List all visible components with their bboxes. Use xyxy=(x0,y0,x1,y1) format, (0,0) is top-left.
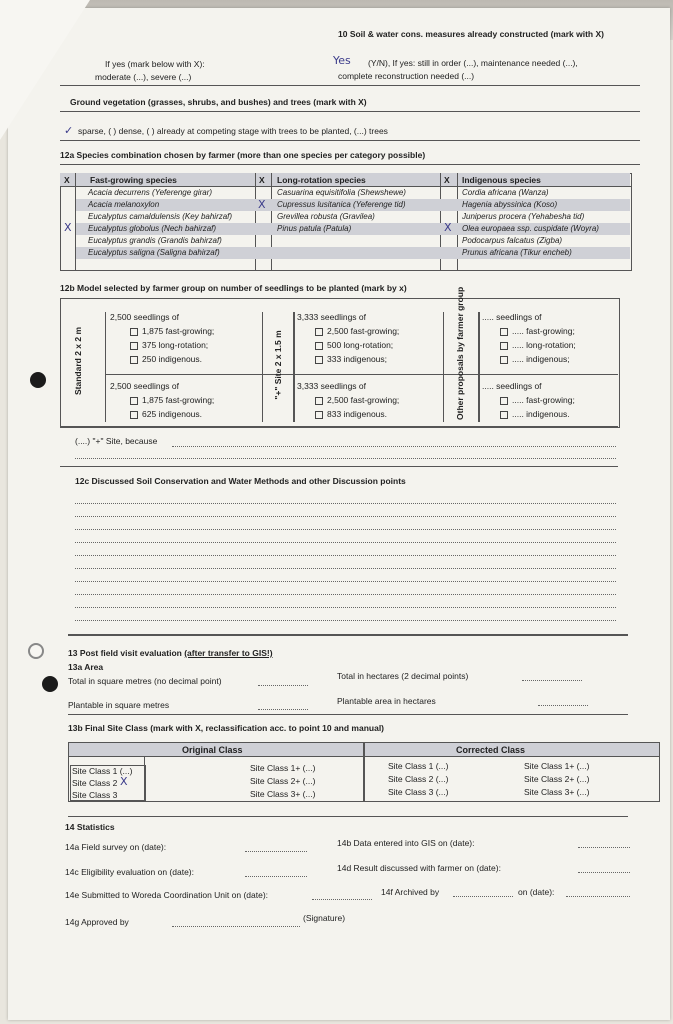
section-13-title: 13 Post field visit evaluation (after transfer to GIS!) xyxy=(68,648,273,658)
species-item: Cupressus lusitanica (Yeferenge tid) xyxy=(277,200,406,209)
model-text: 2,500 seedlings of xyxy=(110,381,179,391)
model-text: 3,333 seedlings of xyxy=(297,312,366,322)
folded-corner xyxy=(0,0,90,140)
orig-class-3plus[interactable]: Site Class 3+ (...) xyxy=(250,789,316,799)
model-text: ..... seedlings of xyxy=(482,381,542,391)
total-ha-label: Total in hectares (2 decimal points) xyxy=(337,671,469,681)
corr-class-2plus[interactable]: Site Class 2+ (...) xyxy=(524,774,590,784)
approved-field[interactable] xyxy=(172,926,300,927)
species-item: Casuarina equisitifolia (Shewshewe) xyxy=(277,188,406,197)
long-rotation-header: Long-rotation species xyxy=(277,175,366,185)
result-discussed-field[interactable] xyxy=(578,872,630,873)
divider xyxy=(60,85,640,86)
model-option[interactable]: 833 indigenous. xyxy=(315,409,387,419)
model-option[interactable]: 333 indigenous; xyxy=(315,354,387,364)
gis-entry-field[interactable] xyxy=(578,847,630,848)
section-12b-title: 12b Model selected by farmer group on number of seedlings to be planted (mark by x) xyxy=(60,283,407,293)
plantable-sqm-label: Plantable in square metres xyxy=(68,700,170,710)
plantable-sqm-field[interactable] xyxy=(258,709,308,710)
species-item: Eucalyptus camaldulensis (Key bahirzaf) xyxy=(88,212,233,221)
divider xyxy=(60,164,640,165)
submitted-label: 14e Submitted to Woreda Coordination Unit on (date): xyxy=(65,890,269,900)
section-12c-title: 12c Discussed Soil Conservation and Water Methods and other Discussion points xyxy=(75,476,406,486)
total-sqm-field[interactable] xyxy=(258,685,308,686)
discussion-line[interactable] xyxy=(75,581,616,582)
species-item: Podocarpus falcatus (Zigba) xyxy=(462,236,563,245)
orig-class-1plus[interactable]: Site Class 1+ (...) xyxy=(250,763,316,773)
species-item: Grevillea robusta (Gravilea) xyxy=(277,212,375,221)
model-option[interactable]: 2,500 fast-growing; xyxy=(315,326,399,336)
because-field[interactable] xyxy=(75,458,616,459)
eligibility-label: 14c Eligibility evaluation on (date): xyxy=(65,867,194,877)
because-field[interactable] xyxy=(172,446,616,447)
discussion-line[interactable] xyxy=(75,529,616,530)
submitted-field[interactable] xyxy=(312,899,372,900)
plantable-ha-label: Plantable area in hectares xyxy=(337,696,436,706)
model-option[interactable]: 250 indigenous. xyxy=(130,354,202,364)
model-option[interactable]: 500 long-rotation; xyxy=(315,340,393,350)
area-heading: 13a Area xyxy=(68,662,104,672)
severity-options: moderate (...), severe (...) xyxy=(95,72,192,82)
indigenous-header: Indigenous species xyxy=(462,175,541,185)
discussion-line[interactable] xyxy=(75,542,616,543)
other-proposals-label: Other proposals by farmer group xyxy=(455,286,465,420)
handwritten-mark: X xyxy=(258,198,266,211)
binder-hole xyxy=(30,372,46,388)
orig-class-2plus[interactable]: Site Class 2+ (...) xyxy=(250,776,316,786)
discussion-line[interactable] xyxy=(75,620,616,621)
total-ha-field[interactable] xyxy=(522,680,582,681)
plus-site-label: "+" Site 2 x 1.5 m xyxy=(273,330,283,400)
species-item: Acacia melanoxylon xyxy=(88,200,160,209)
discussion-line[interactable] xyxy=(75,568,616,569)
binder-hole xyxy=(28,643,44,659)
model-option[interactable]: 375 long-rotation; xyxy=(130,340,208,350)
vegetation-options: sparse, ( ) dense, ( ) already at competing stage with trees to be planted, (...) trees xyxy=(78,126,388,136)
species-item: Eucalyptus globolus (Nech bahirzaf) xyxy=(88,224,217,233)
severity-label: If yes (mark below with X): xyxy=(105,59,205,69)
species-item: Eucalyptus saligna (Saligna bahirzaf) xyxy=(88,248,220,257)
fast-growing-header: Fast-growing species xyxy=(90,175,177,185)
archived-on-field[interactable] xyxy=(566,896,630,897)
plus-site-because: (....) "+" Site, because xyxy=(75,436,158,446)
conservation-status: (Y/N), If yes: still in order (...), maintenance needed (...), xyxy=(368,58,578,68)
discussion-line[interactable] xyxy=(75,516,616,517)
divider xyxy=(60,111,640,112)
species-item: Pinus patula (Patula) xyxy=(277,224,352,233)
binder-hole xyxy=(42,676,58,692)
total-sqm-label: Total in square metres (no decimal point) xyxy=(68,676,222,686)
model-option[interactable]: 625 indigenous. xyxy=(130,409,202,419)
handwritten-mark: X xyxy=(64,221,72,234)
section-12a-title: 12a Species combination chosen by farmer (more than one species per category possible) xyxy=(60,150,426,160)
model-option[interactable]: ..... long-rotation; xyxy=(500,340,576,350)
species-item: Eucalyptus grandis (Grandis bahirzaf) xyxy=(88,236,222,245)
plantable-ha-field[interactable] xyxy=(538,705,588,706)
orig-class-1[interactable]: Site Class 1 (...) xyxy=(72,766,133,776)
section-14-title: 14 Statistics xyxy=(65,822,115,832)
x-col-header: X xyxy=(259,175,265,185)
archived-label: 14f Archived by xyxy=(381,887,440,897)
model-option[interactable]: ..... fast-growing; xyxy=(500,326,575,336)
model-option[interactable]: 1,875 fast-growing; xyxy=(130,326,214,336)
model-text: 3,333 seedlings of xyxy=(297,381,366,391)
corrected-class-header: Corrected Class xyxy=(456,745,526,755)
orig-class-3[interactable]: Site Class 3 xyxy=(72,790,118,800)
species-item: Prunus africana (Tikur encheb) xyxy=(462,248,572,257)
model-text: ..... seedlings of xyxy=(482,312,542,322)
original-class-header: Original Class xyxy=(182,745,243,755)
model-option[interactable]: ..... indigenous; xyxy=(500,354,570,364)
corr-class-2[interactable]: Site Class 2 (...) xyxy=(388,774,449,784)
approved-label: 14g Approved by xyxy=(65,917,129,927)
eligibility-field[interactable] xyxy=(245,876,307,877)
signature-label: (Signature) xyxy=(303,913,346,923)
handwritten-yes: Yes xyxy=(333,54,351,67)
corr-class-3plus[interactable]: Site Class 3+ (...) xyxy=(524,787,590,797)
model-option[interactable]: 1,875 fast-growing; xyxy=(130,395,214,405)
species-item: Hagenia abyssinica (Koso) xyxy=(462,200,558,209)
handwritten-check: ✓ xyxy=(64,124,74,137)
discussion-line[interactable] xyxy=(75,594,616,595)
result-discussed-label: 14d Result discussed with farmer on (date): xyxy=(337,863,501,873)
divider xyxy=(60,140,640,141)
discussion-line[interactable] xyxy=(75,503,616,504)
conservation-status-2: complete reconstruction needed (...) xyxy=(338,71,475,81)
field-survey-field[interactable] xyxy=(245,851,307,852)
field-survey-label: 14a Field survey on (date): xyxy=(65,842,167,852)
handwritten-mark: X xyxy=(120,775,128,788)
x-col-header: X xyxy=(444,175,450,185)
species-item: Olea europaea ssp. cuspidate (Woyra) xyxy=(462,224,599,233)
orig-class-2[interactable]: Site Class 2 xyxy=(72,778,118,788)
discussion-line[interactable] xyxy=(75,555,616,556)
model-option[interactable]: 2,500 fast-growing; xyxy=(315,395,399,405)
archived-on-label: on (date): xyxy=(518,887,555,897)
final-site-class-title: 13b Final Site Class (mark with X, reclassification acc. to point 10 and manual) xyxy=(68,723,385,733)
section-11-title: Ground vegetation (grasses, shrubs, and bushes) and trees (mark with X) xyxy=(70,97,367,107)
species-item: Cordia africana (Wanza) xyxy=(462,188,549,197)
section-10-title: 10 Soil & water cons. measures already constructed (mark with X) xyxy=(338,29,604,39)
species-item: Acacia decurrens (Yeferenge girar) xyxy=(88,188,213,197)
model-text: 2,500 seedlings of xyxy=(110,312,179,322)
corr-class-1plus[interactable]: Site Class 1+ (...) xyxy=(524,761,590,771)
corr-class-3[interactable]: Site Class 3 (...) xyxy=(388,787,449,797)
handwritten-mark: X xyxy=(444,221,452,234)
corr-class-1[interactable]: Site Class 1 (...) xyxy=(388,761,449,771)
archived-by-field[interactable] xyxy=(453,896,513,897)
standard-label: Standard 2 x 2 m xyxy=(73,326,83,395)
discussion-line[interactable] xyxy=(75,607,616,608)
model-option[interactable]: ..... fast-growing; xyxy=(500,395,575,405)
x-col-header: X xyxy=(64,175,70,185)
model-option[interactable]: ..... indigenous. xyxy=(500,409,570,419)
species-item: Juniperus procera (Yehabesha tid) xyxy=(462,212,585,221)
gis-entry-label: 14b Data entered into GIS on (date): xyxy=(337,838,475,848)
